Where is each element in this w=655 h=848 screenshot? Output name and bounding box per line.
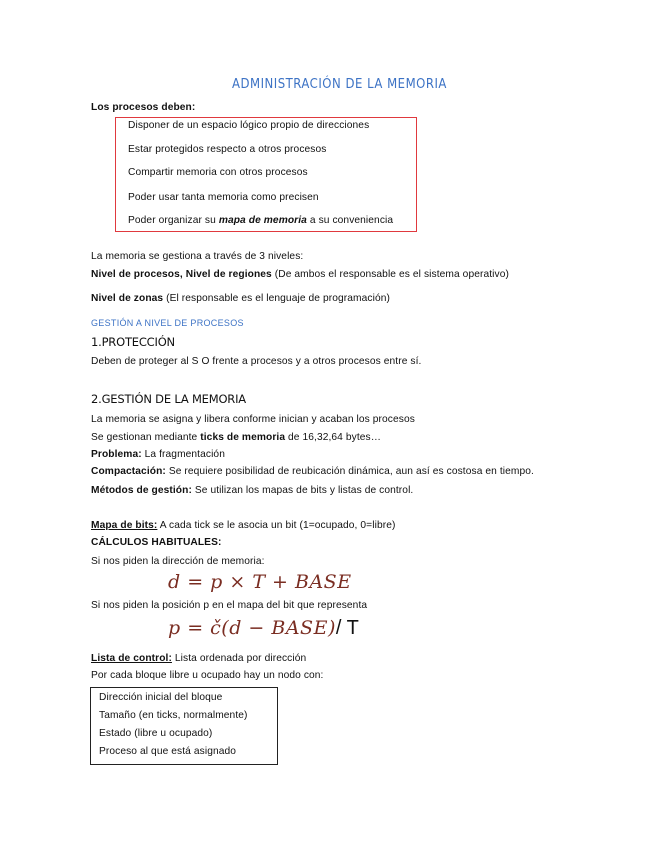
problema-label: Problema: xyxy=(91,449,142,460)
levels-line-3 xyxy=(91,293,390,304)
proteccion-text: Deben de proteger al S O frente a procesos y a otros procesos entre sí. xyxy=(91,356,422,367)
requirement-item: Estar protegidos respecto a otros procesos xyxy=(128,144,327,155)
mapa-bits-label: Mapa de bits: xyxy=(91,520,158,531)
compactacion-line xyxy=(91,466,534,477)
formula-posicion: p = č(d − BASE) xyxy=(168,617,336,639)
levels-bold: Nivel de procesos, Nivel de regiones xyxy=(91,269,272,280)
lista-control-label: Lista de control: xyxy=(91,653,172,664)
text: de 16,32,64 bytes… xyxy=(285,432,382,443)
metodos-label: Métodos de gestión: xyxy=(91,485,192,496)
formula-divisor: / T xyxy=(335,617,359,639)
requirement-item-last xyxy=(128,215,393,226)
lista-control-line xyxy=(91,653,306,664)
mapa-bits-line xyxy=(91,520,395,531)
lista-control-text: Lista ordenada por dirección xyxy=(171,653,307,664)
metodos-text: Se utilizan los mapas de bits y listas de control. xyxy=(191,485,414,496)
node-field-item: Proceso al que está asignado xyxy=(99,746,237,757)
levels-line-2 xyxy=(91,269,509,280)
metodos-line xyxy=(91,485,413,496)
direccion-intro: Si nos piden la dirección de memoria: xyxy=(91,556,265,567)
node-field-item: Tamaño (en ticks, normalmente) xyxy=(99,710,248,721)
formula-direccion: d = p × T + BASE xyxy=(168,571,352,593)
problema-line xyxy=(91,449,225,460)
page-title: ADMINISTRACIÓN DE LA MEMORIA xyxy=(232,76,447,93)
requirement-text: Poder organizar su xyxy=(128,215,219,226)
compactacion-text: Se requiere posibilidad de reubicación dinámica, aun así es costosa en tiempo. xyxy=(165,466,534,477)
gestion-heading: 2.GESTIÓN DE LA MEMORIA xyxy=(91,392,246,406)
formula-posicion-line xyxy=(168,617,359,640)
requirement-item: Poder usar tanta memoria como precisen xyxy=(128,192,319,203)
posicion-intro: Si nos piden la posición p en el mapa del bit que representa xyxy=(91,600,368,611)
calculos-heading: CÁLCULOS HABITUALES: xyxy=(91,537,222,548)
gestion-line-2 xyxy=(91,432,381,443)
mapa-de-memoria-emphasis: mapa de memoria xyxy=(218,215,307,226)
mapa-bits-text: A cada tick se le asocia un bit (1=ocupado, 0=libre) xyxy=(157,520,396,531)
problema-text: La fragmentación xyxy=(141,449,225,460)
text: Se gestionan mediante xyxy=(91,432,201,443)
levels-line-1: La memoria se gestiona a través de 3 niveles: xyxy=(91,251,304,262)
proteccion-heading: 1.PROTECCIÓN xyxy=(91,335,175,349)
intro-label: Los procesos deben: xyxy=(91,102,196,113)
lista-control-intro: Por cada bloque libre u ocupado hay un nodo con: xyxy=(91,670,324,681)
node-field-item: Dirección inicial del bloque xyxy=(99,692,223,703)
gestion-line-1: La memoria se asigna y libera conforme inician y acaban los procesos xyxy=(91,414,415,425)
requirement-item: Compartir memoria con otros procesos xyxy=(128,167,308,178)
ticks-emphasis: ticks de memoria xyxy=(200,432,286,443)
section-heading: GESTIÓN A NIVEL DE PROCESOS xyxy=(91,318,244,328)
levels-rest: (El responsable es el lenguaje de programación) xyxy=(163,293,390,304)
compactacion-label: Compactación: xyxy=(91,466,166,477)
requirement-text: a su conveniencia xyxy=(306,215,394,226)
levels-rest: (De ambos el responsable es el sistema operativo) xyxy=(271,269,509,280)
node-field-item: Estado (libre u ocupado) xyxy=(99,728,213,739)
levels-bold: Nivel de zonas xyxy=(91,293,164,304)
requirement-item: Disponer de un espacio lógico propio de direcciones xyxy=(128,120,370,131)
